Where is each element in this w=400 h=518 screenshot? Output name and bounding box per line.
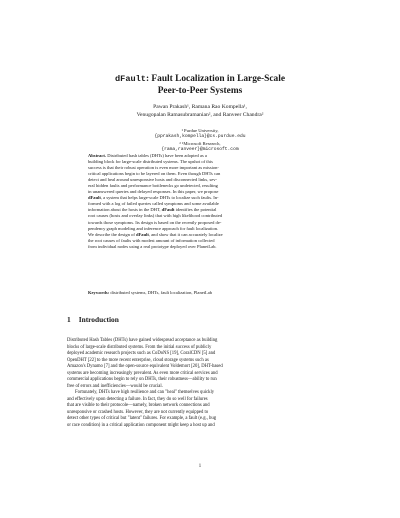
abstract-line: the root causes of faults with modest amount of information collected xyxy=(88,237,215,243)
abstract xyxy=(88,153,313,250)
abstract-line: pendency graph modeling and inference approach for fault localization. xyxy=(88,225,219,231)
body-line: blocks of large-scale distributed systems. From the initial success of publicly xyxy=(67,344,212,350)
body-line: OpenDHT [22] to the more recent enterprise, cloud storage systems such as xyxy=(67,357,209,363)
keywords-text: distributed systems, DHTs, fault localization, PlanetLab xyxy=(109,290,213,295)
affiliation-1: ¹ Purdue University, {pprakash,kompella}@cs.purdue.edu xyxy=(40,128,360,141)
body-line: unresponsive or crashed hosts. However, they are not currently equipped to xyxy=(67,409,209,415)
abstract-line: Abstract. Distributed hash tables (DHTs) have been adopted as a xyxy=(88,153,207,158)
body-line: Fortunately, DHTs have high resilience and can "heal" themselves quickly xyxy=(75,390,215,395)
affiliations xyxy=(40,128,360,154)
abstract-line: We describe the design of dFault, and show that it can accurately localize xyxy=(88,231,223,237)
affiliation-1-email: {pprakash,kompella}@cs.purdue.edu xyxy=(154,134,246,140)
abstract-line: eral hidden faults and performance bottlenecks go undetected, resulting xyxy=(88,183,218,189)
authors-line1: Pawan Prakash¹, Ramana Rao Kompella¹, xyxy=(153,104,247,110)
abstract-line: dFault, a system that helps large-scale DHTs to localize such faults. In- xyxy=(88,195,219,201)
title-line2: Peer-to-Peer Systems xyxy=(157,86,243,96)
section-title: Introduction xyxy=(78,315,119,324)
body-line: commercial applications begin to rely on DHTs, their robustness—ability to run xyxy=(67,377,217,382)
body-line: detect other types of critical but "latent" failures. For example, a fault (e.g., bug xyxy=(67,416,217,421)
abstract-line: detect and heal around unresponsive hosts and disconnected links, sev- xyxy=(88,177,218,183)
authors-line2: Venugopalan Ramasubramanian², and Ranveer Chandra² xyxy=(136,112,264,118)
abstract-line: in unanswered queries and delayed responses. In this paper, we propose xyxy=(88,189,219,195)
author-list xyxy=(40,103,360,119)
title-line1: : Fault Localization in Large-Scale xyxy=(145,74,285,84)
body-line: that are visible to their protocole—namely, broken network connections and xyxy=(67,403,210,408)
affiliation-2: ² ¹Microsoft Research, {rama,ranveer}@microsoft.com xyxy=(40,141,360,154)
body-line: deployed academic research projects such as CoDoNS [19], CoralCDN [5] and xyxy=(67,351,216,356)
keywords xyxy=(88,290,313,296)
body-line: or race condition) in a critical application component might keep a host up and xyxy=(67,422,215,428)
body-text xyxy=(67,338,334,429)
abstract-line: root causes (hosts and overlay links) that with high likelihood contributed xyxy=(88,213,223,219)
title-system-name: dFault xyxy=(115,74,146,84)
keywords-label: Keywords: xyxy=(88,290,110,295)
abstract-line: towards those symptoms. Its design is based on the recently proposed de- xyxy=(88,219,222,225)
paper-title xyxy=(40,73,360,97)
abstract-label: Abstract. xyxy=(88,153,107,158)
body-line: free of errors and inefficiencies—would be crucial. xyxy=(67,383,163,389)
body-line: Distributed Hash Tables (DHTs) have gained widespread acceptance as building xyxy=(67,338,218,343)
abstract-line: information about the hosts in the DHT, dFault identifies the potential xyxy=(88,207,217,213)
abstract-line: critical applications begin to be layered on them. Even though DHTs can xyxy=(88,171,221,177)
abstract-line: success is that their robust operation is even more important as mission- xyxy=(88,165,219,171)
affiliation-2-email: {rama,ranveer}@microsoft.com xyxy=(161,147,239,153)
abstract-line: building block for large-scale distributed systems. The upshot of this xyxy=(88,159,213,165)
abstract-line: from individual nodes using a real prototype deployed over PlanetLab. xyxy=(88,243,217,249)
section-number: 1 xyxy=(67,315,71,324)
abstract-line: formed with a log of failed queries called symptoms and some available xyxy=(88,201,219,207)
body-line: and effectively upon detecting a failure. In fact, they do so well for failures xyxy=(67,396,208,402)
page-number: 1 xyxy=(198,464,202,469)
section-heading xyxy=(67,315,119,324)
body-line: Amazon's Dynamo [7] and the open-source equivalent Voldemort [20], DHT-based xyxy=(67,364,223,369)
body-line: systems are becoming increasingly prevalent. As even more critical services and xyxy=(67,370,218,376)
